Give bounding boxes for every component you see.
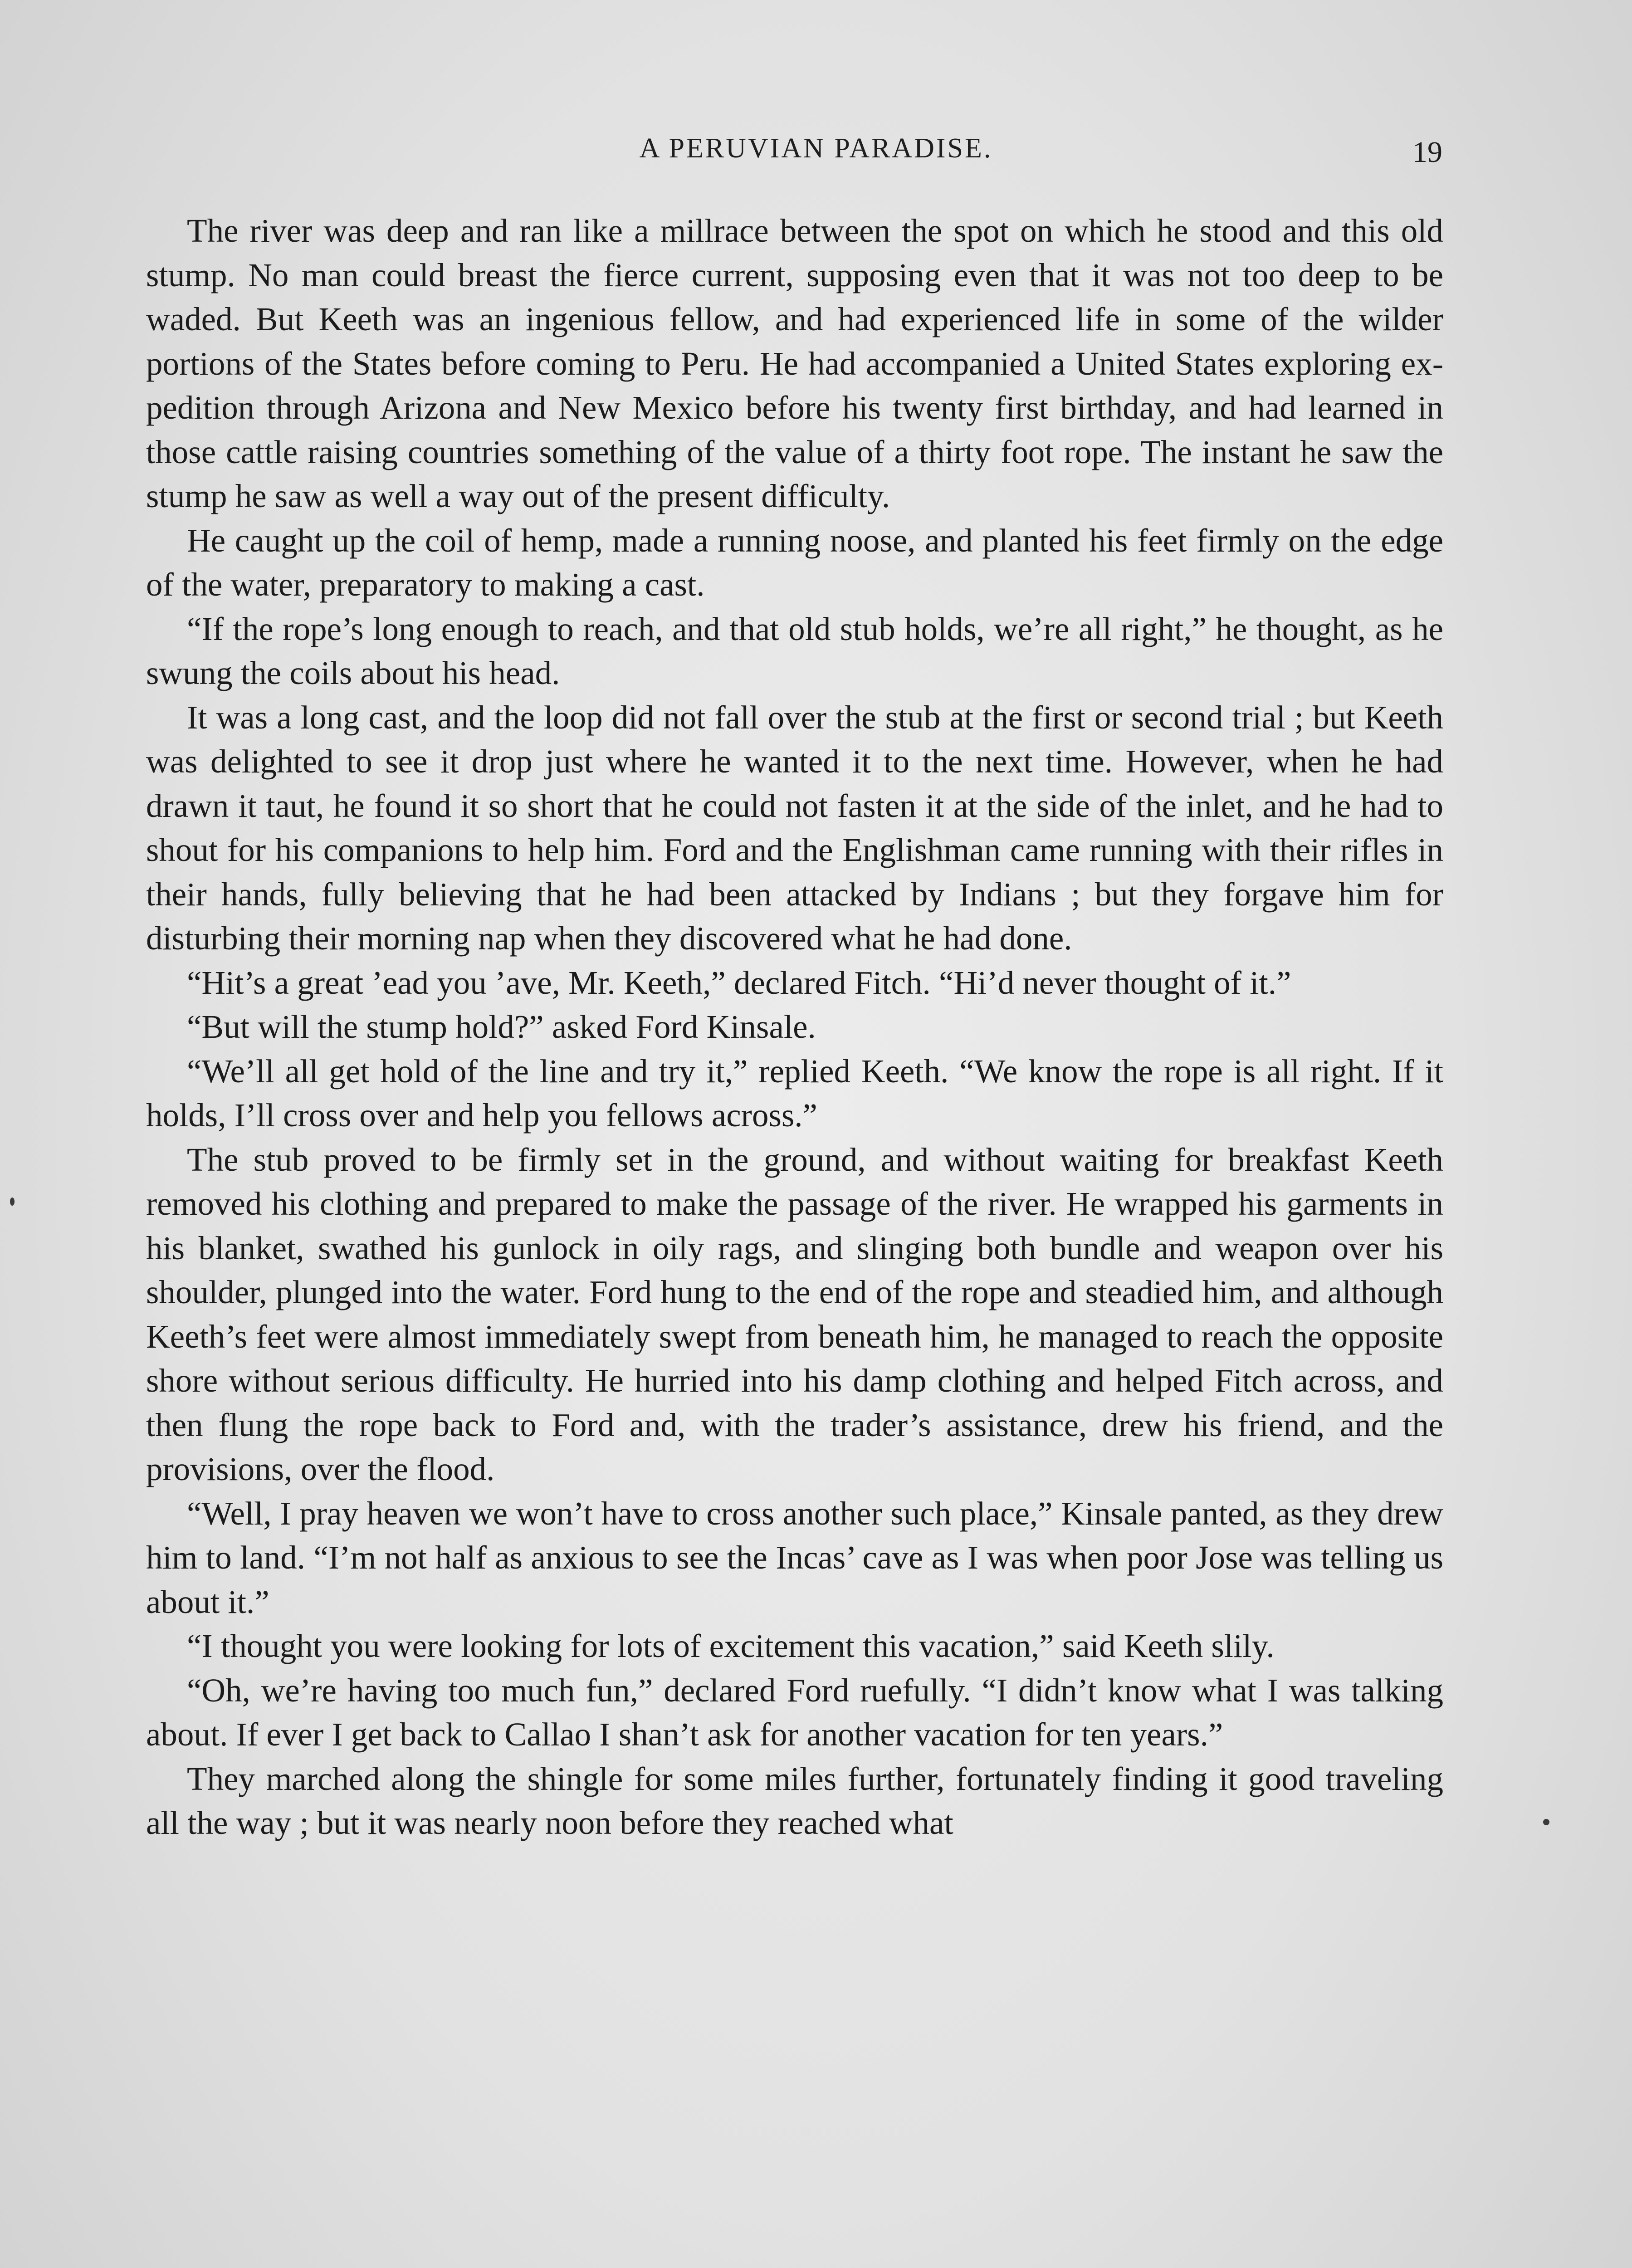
running-head: A PERUVIAN PARADISE. xyxy=(639,133,993,164)
paragraph: “We’ll all get hold of the line and try it,” replied Keeth. “We know the rope is all right. If it holds, I’ll cross over and help you fellows across.” xyxy=(146,1052,1443,1134)
paragraph: “If the rope’s long enough to reach, and that old stub holds, we’re all right,” he thought, as he swung the coils about his head. xyxy=(146,610,1443,691)
print-speck xyxy=(10,1198,15,1206)
print-speck xyxy=(1543,1819,1549,1825)
paragraph: “Well, I pray heaven we won’t have to cross another such place,” Kinsale panted, as they drew him to land. “I’m not half as anxious to see the Incas’ cave as I was when poor Jose was telling us about it.” xyxy=(146,1495,1443,1620)
paragraph: The stub proved to be firmly set in the ground, and without waiting for breakfast Keeth removed his clothing and prepared to make the passage of the river. He wrapped his garments in his blanket, swathed his gunlock in oily rags, and slinging both bundle and weapon over his shoulder, plunged into the water. Ford hung to the end of the rope and steadied him, and although Keeth’s feet were almost immediately swept from beneath him, he managed to reach the opposite shore without serious difficulty. He hurried into his damp clothing and helped Fitch across, and then flung the rope back to Ford and, with the trader’s assistance, drew his friend, and the provisions, over the flood. xyxy=(146,1141,1443,1487)
paragraph: “Hit’s a great ’ead you ’ave, Mr. Keeth,” declared Fitch. “Hi’d never thought of it.” xyxy=(187,964,1291,1001)
paragraph: They marched along the shingle for some miles further, fortunately finding it good traveling all the way ; but it was nearly noon before they reached what xyxy=(146,1760,1443,1841)
paragraph: It was a long cast, and the loop did not fall over the stub at the first or second trial ; but Keeth was delighted to see it drop just where he wanted it to the next time. However, when he had drawn it taut, he found it so short that he could not fasten it at the side of the inlet, and he had to shout for his companions to help him. Ford and the Englishman came running with their rifles in their hands, fully believing that he had been attacked by Indians ; but they forgave him for disturbing their morning nap when they discovered what he had done. xyxy=(146,699,1443,957)
paragraph: “Oh, we’re having too much fun,” declared Ford ruefully. “I didn’t know what I was talking about. If ever I get back to Callao I shan’t ask for another vacation for ten years.” xyxy=(146,1672,1443,1753)
paragraph: The river was deep and ran like a millrace between the spot on which he stood and this old stump. No man could breast the fierce current, supposing even that it was not too deep to be waded. But Keeth was an ingenious fellow, and had experienced life in some of the wilder portions of the States before coming to Peru. He had accompanied a United States exploring expedition through Arizona and New Mexico before his twenty first birthday, and had learned in those cattle raising countries something of the value of a thirty foot rope. The instant he saw the stump he saw as well a way out of the present difficulty. xyxy=(146,212,1443,514)
page-number: 19 xyxy=(1412,136,1442,169)
body-text xyxy=(146,209,1443,1845)
paragraph: “I thought you were looking for lots of excitement this vacation,” said Keeth slily. xyxy=(187,1628,1275,1664)
paragraph: He caught up the coil of hemp, made a running noose, and planted his feet firmly on the edge of the water, preparatory to making a cast. xyxy=(146,522,1443,603)
page-header xyxy=(0,132,1632,182)
paragraph: “But will the stump hold?” asked Ford Kinsale. xyxy=(187,1008,816,1045)
